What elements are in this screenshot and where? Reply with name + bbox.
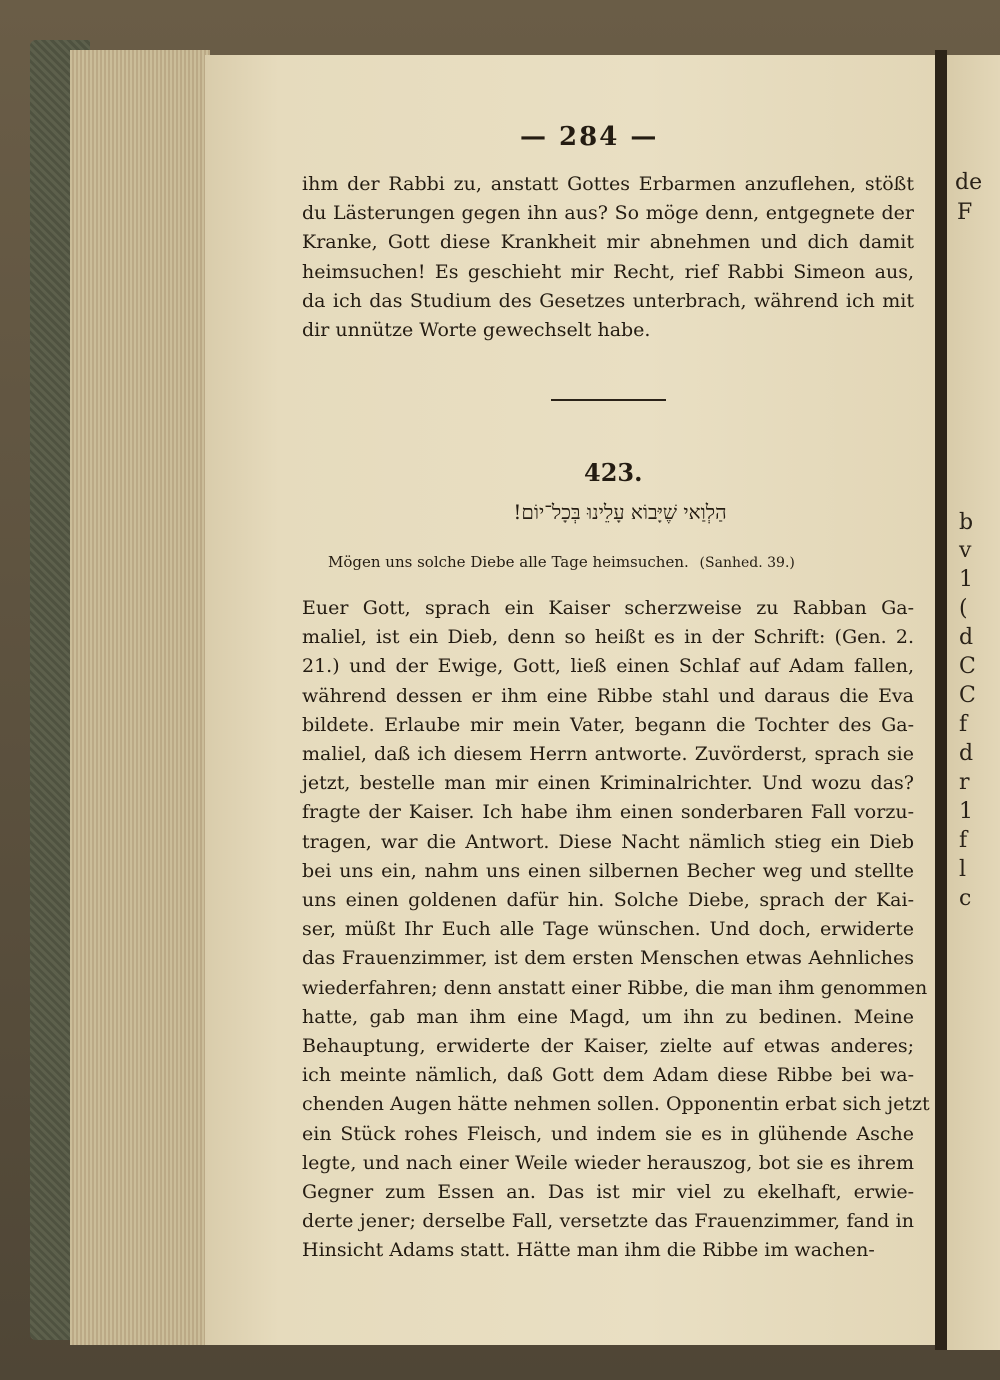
text-line: bei uns ein, nahm uns einen silbernen Becher weg und stellte <box>302 859 914 882</box>
edge-letter: d <box>959 625 974 650</box>
text-line: tragen, war die Antwort. Diese Nacht nämlich stieg ein Dieb <box>302 830 914 853</box>
section-number: 423. <box>584 458 643 487</box>
edge-letter: b <box>959 510 974 535</box>
edge-letter: C <box>959 683 976 708</box>
text-line: ein Stück rohes Fleisch, und indem sie es in glühende Asche <box>302 1122 914 1145</box>
hebrew-heading: הַלְוַאי שֶׁיָּבוֹא עָלֵינוּ בְּכָל־יוֹם! <box>513 500 727 524</box>
text-line: da ich das Studium des Gesetzes unterbrach, während ich mit <box>302 289 914 312</box>
edge-letter: f <box>959 712 968 737</box>
text-line: dir unnütze Worte gewechselt habe. <box>302 319 651 342</box>
edge-letter: 1 <box>959 567 973 592</box>
edge-letter: 1 <box>959 799 973 824</box>
text-line: maliel, daß ich diesem Herrn antworte. Zuvörderst, sprach sie <box>302 743 914 766</box>
text-line: Kranke, Gott diese Krankheit mir abnehmen und dich damit <box>302 231 914 254</box>
text-line: ser, müßt Ihr Euch alle Tage wünschen. Und doch, erwiderte <box>302 918 914 941</box>
text-line: chenden Augen hätte nehmen sollen. Opponentin erbat sich jetzt <box>302 1093 930 1116</box>
text-line: jetzt, bestelle man mir einen Kriminalrichter. Und wozu das? <box>302 772 914 795</box>
text-line: bildete. Erlaube mir mein Vater, begann die Tochter des Ga- <box>302 713 914 736</box>
text-line: du Lästerungen gegen ihn aus? So möge denn, entgegnete der <box>302 202 914 225</box>
edge-letter: F <box>957 200 973 225</box>
text-line: Euer Gott, sprach ein Kaiser scherzweise zu Rabban Ga- <box>302 597 914 619</box>
edge-letter: v <box>959 538 972 563</box>
subtitle-text: Mögen uns solche Diebe alle Tage heimsuchen. <box>328 553 689 571</box>
edge-letter: r <box>959 770 970 795</box>
text-line: ihm der Rabbi zu, anstatt Gottes Erbarmen anzuflehen, stößt <box>302 173 914 195</box>
text-line: maliel, ist ein Dieb, denn so heißt es in der Schrift: (Gen. 2. <box>302 626 914 649</box>
text-line: ich meinte nämlich, daß Gott dem Adam diese Ribbe bei wa- <box>302 1064 914 1087</box>
edge-letter: ( <box>959 596 968 621</box>
text-line: heimsuchen! Es geschieht mir Recht, rief Rabbi Simeon aus, <box>302 260 914 283</box>
text-line: das Frauenzimmer, ist dem ersten Menschen etwas Aehnliches <box>302 947 914 970</box>
page-block-edge <box>70 50 210 1345</box>
edge-letter: l <box>959 857 967 882</box>
edge-letter: C <box>959 654 976 679</box>
text-line: Behauptung, erwiderte der Kaiser, zielte auf etwas anderes; <box>302 1035 914 1058</box>
page-number: — 284 — <box>520 122 659 152</box>
section-subtitle <box>328 553 868 571</box>
top-paragraph <box>302 170 914 345</box>
text-line: fragte der Kaiser. Ich habe ihm einen sonderbaren Fall vorzu- <box>302 801 914 824</box>
edge-letter: f <box>959 828 968 853</box>
subtitle-reference: (Sanhed. 39.) <box>699 555 795 571</box>
text-line: derte jener; derselbe Fall, versetzte das Frauenzimmer, fand in <box>302 1210 914 1233</box>
text-line: wiederfahren; denn anstatt einer Ribbe, die man ihm genommen <box>302 976 928 999</box>
text-line: hatte, gab man ihm eine Magd, um ihn zu bedinen. Meine <box>302 1005 914 1028</box>
main-paragraph <box>302 594 930 1266</box>
edge-letter: c <box>959 886 972 911</box>
book-gutter <box>935 50 947 1350</box>
section-divider <box>551 399 666 401</box>
text-line: legte, und nach einer Weile wieder herauszog, bot sie es ihrem <box>302 1151 914 1174</box>
edge-letter: d <box>959 741 974 766</box>
text-line: Gegner zum Essen an. Das ist mir viel zu ekelhaft, erwie- <box>302 1181 914 1204</box>
text-line: während dessen er ihm eine Ribbe stahl und daraus die Eva <box>302 684 914 707</box>
text-line: uns einen goldenen dafür hin. Solche Diebe, sprach der Kai- <box>302 889 914 912</box>
next-page-edge <box>947 55 1000 1350</box>
text-line: 21.) und der Ewige, Gott, ließ einen Schlaf auf Adam fallen, <box>302 655 914 678</box>
edge-letter: de <box>955 170 983 195</box>
text-line: Hinsicht Adams statt. Hätte man ihm die Ribbe im wachen- <box>302 1239 875 1262</box>
